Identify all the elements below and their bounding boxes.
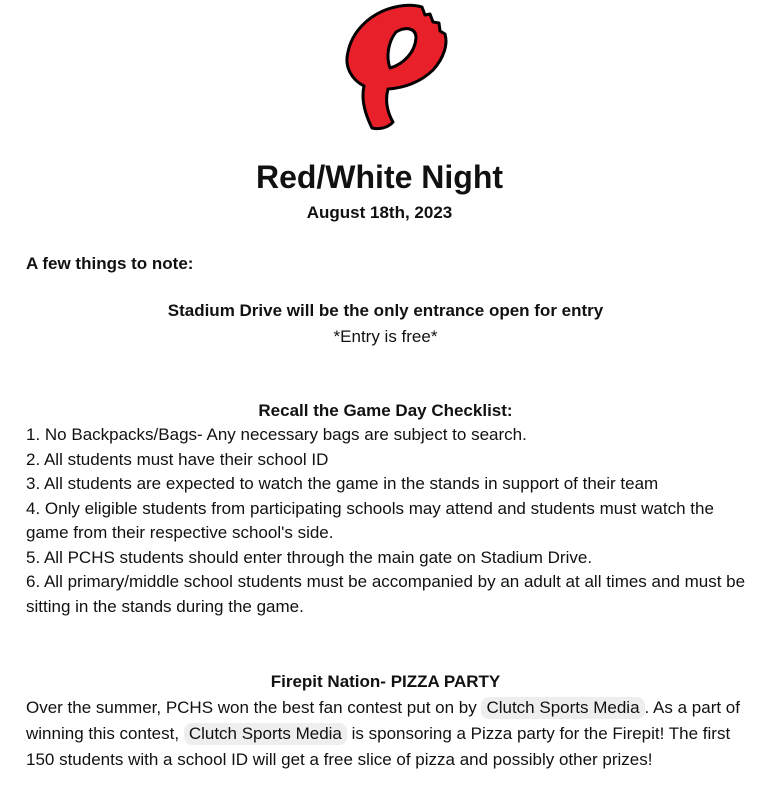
entry-fee-note: *Entry is free*: [333, 327, 438, 346]
firepit-heading: Firepit Nation- PIZZA PARTY: [270, 672, 501, 691]
sponsor-chip[interactable]: Clutch Sports Media: [184, 723, 347, 745]
checklist-item: 3. All students are expected to watch the game in the stands in support of their team: [26, 474, 659, 493]
page-title: Red/White Night: [255, 159, 504, 195]
checklist-item: 4. Only eligible students from participating schools may attend and students must watch the game from their respective school's side.: [26, 498, 714, 542]
checklist-item: 2. All students must have their school ID: [26, 449, 329, 469]
entrance-note: Stadium Drive will be the only entrance open for entry: [167, 301, 604, 320]
firepit-text: Over the summer, PCHS won the best fan contest put on by: [26, 698, 482, 717]
checklist-item: 6. All primary/middle school students must be accompanied by an adult at all times and must be sitting in the stands during the game.: [26, 572, 746, 616]
firepit-text: . As a part of winning this contest,: [26, 698, 740, 743]
letter-p-logo: [340, 2, 450, 134]
firepit-text: is sponsoring a Pizza party for the Firepit! The first 150 students with a school ID will get a free slice of pizza and possibly other prizes!: [26, 724, 731, 769]
checklist: [26, 423, 751, 619]
letter-p-logo-svg: [340, 2, 450, 134]
notes-heading: A few things to note:: [26, 254, 194, 273]
checklist-item: 5. All PCHS students should enter through the main gate on Stadium Drive.: [26, 547, 593, 567]
firepit-paragraph: [26, 695, 751, 773]
checklist-heading: Recall the Game Day Checklist:: [258, 401, 513, 420]
sponsor-chip[interactable]: Clutch Sports Media: [481, 697, 644, 719]
event-date: August 18th, 2023: [306, 203, 453, 222]
checklist-item: 1. No Backpacks/Bags- Any necessary bags are subject to search.: [26, 425, 527, 444]
